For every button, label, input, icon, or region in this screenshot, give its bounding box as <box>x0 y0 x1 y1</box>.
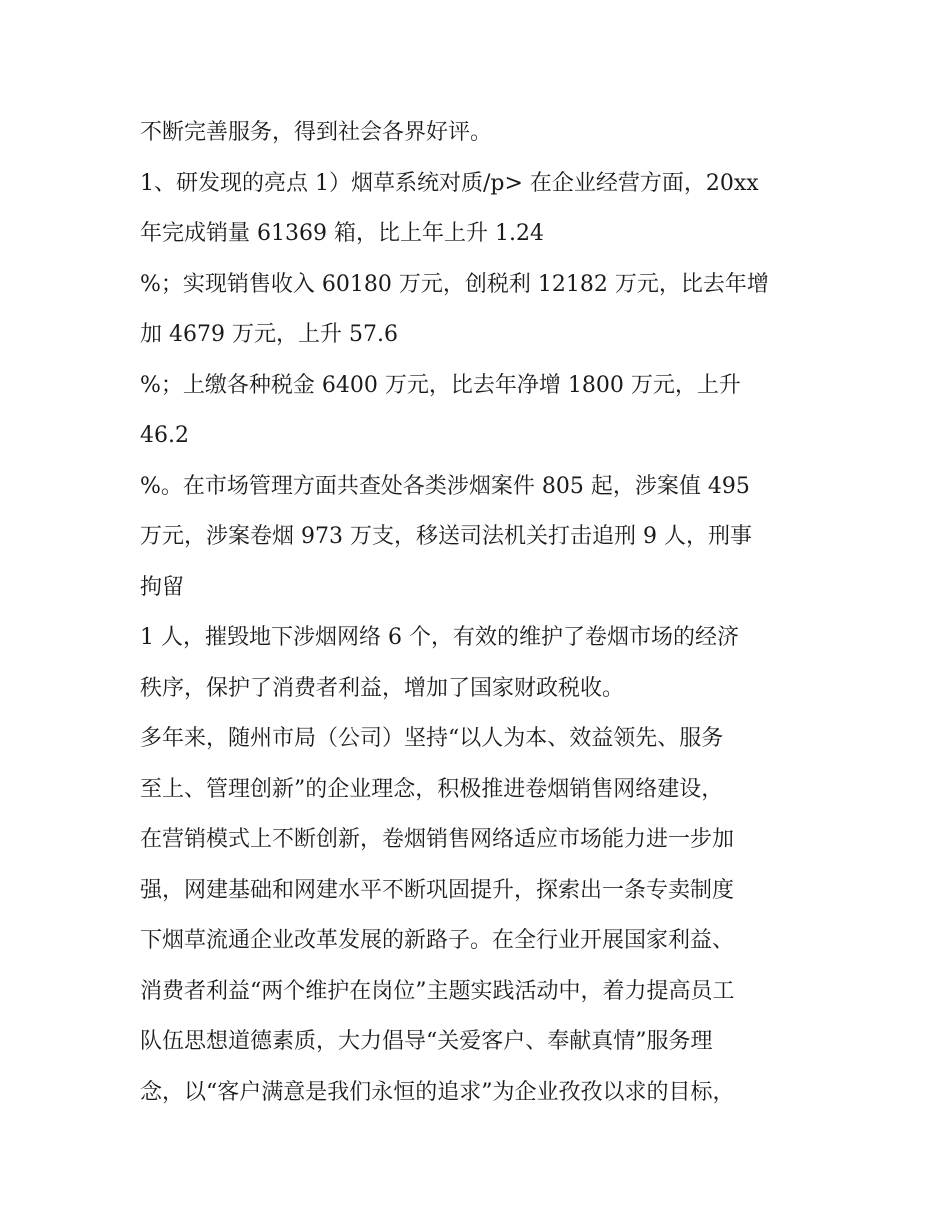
text-line: 1 人，摧毁地下涉烟网络 6 个，有效的维护了卷烟市场的经济 <box>140 625 739 650</box>
text-line: 拘留 <box>140 574 185 600</box>
text-line: %；实现销售收入 60180 万元，创税利 12182 万元，比去年增 <box>140 271 769 297</box>
text-line: 队伍思想道德素质，大力倡导“关爱客户、奉献真情”服务理 <box>140 1029 713 1054</box>
document-body <box>140 108 820 1118</box>
text-line: 秩序，保护了消费者利益，增加了国家财政税收。 <box>140 675 625 701</box>
text-line: 在营销模式上不断创新，卷烟销售网络适应市场能力进一步加 <box>140 827 735 852</box>
text-line: %。在市场管理方面共查处各类涉烟案件 805 起，涉案值 495 <box>140 473 750 499</box>
text-line: 46.2 <box>140 423 189 448</box>
text-line: %；上缴各种税金 6400 万元，比去年净增 1800 万元，上升 <box>140 372 741 398</box>
text-line: 下烟草流通企业改革发展的新路子。在全行业开展国家利益、 <box>140 928 735 953</box>
text-line: 年完成销量 61369 箱，比上年上升 1.24 <box>140 221 544 246</box>
text-line: 消费者利益“两个维护在岗位”主题实践活动中，着力提高员工 <box>140 978 735 1004</box>
text-line: 至上、管理创新”的企业理念，积极推进卷烟销售网络建设， <box>140 776 724 802</box>
text-line: 不断完善服务，得到社会各界好评。 <box>140 120 493 145</box>
text-line: 念，以“客户满意是我们永恒的追求”为企业孜孜以求的目标， <box>140 1079 735 1105</box>
text-line: 强，网建基础和网建水平不断巩固提升，探索出一条专卖制度 <box>140 877 735 903</box>
text-line: 加 4679 万元，上升 57.6 <box>140 322 398 347</box>
text-line: 多年来，随州市局（公司）坚持“以人为本、效益领先、服务 <box>140 726 724 751</box>
text-line: 万元，涉案卷烟 973 万支，移送司法机关打击追刑 9 人，刑事 <box>140 524 752 549</box>
text-line: 1、研发现的亮点 1）烟草系统对质/p> 在企业经营方面，20xx <box>140 170 759 196</box>
